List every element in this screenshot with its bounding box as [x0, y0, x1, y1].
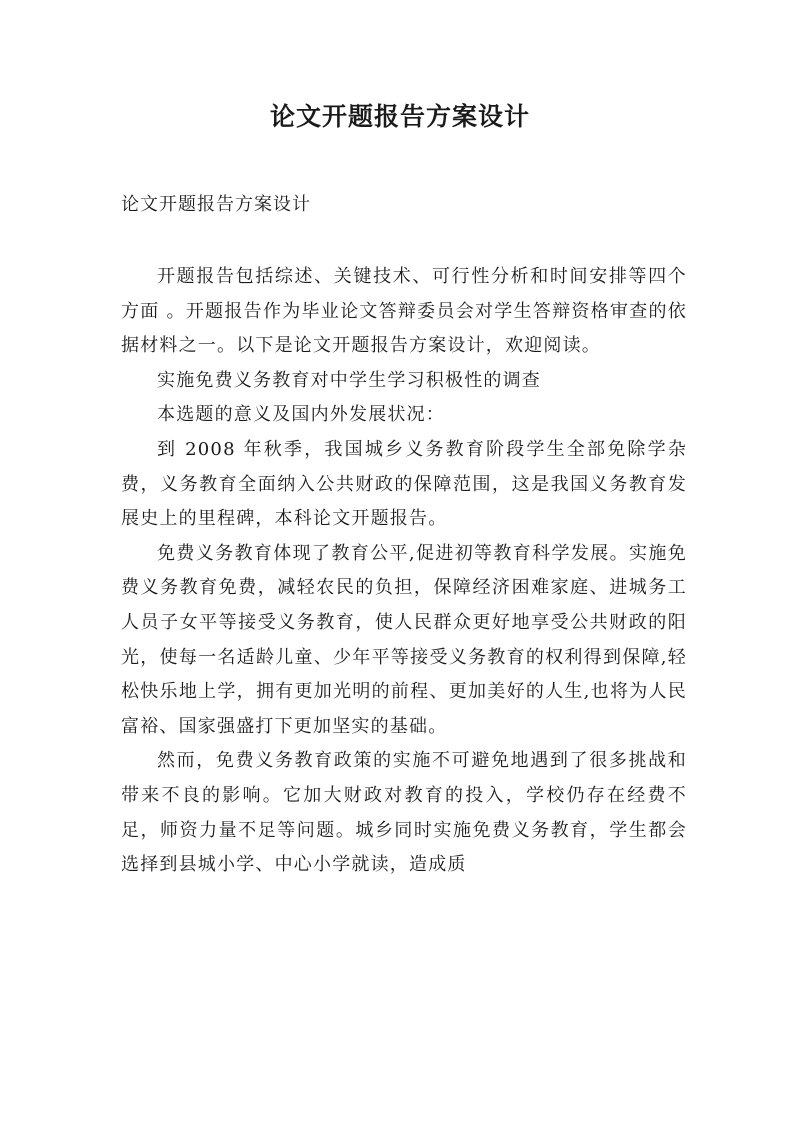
document-title: 论文开题报告方案设计 [269, 102, 530, 131]
paragraph-fairness: 免费义务教育体现了教育公平,促进初等教育科学发展。实施免费义务教育免费，减轻农民的负担，保障经济困难家庭、进城务工人员子女平等接受义务教育，使人民群众更好地享受公共财政的阳光，使每一名适龄儿童、少年平等接受义务教育的权利得到保障,轻松快乐地上学，拥有更加光明的前程、更加美好的人生,也将为人民富裕、国家强盛打下更加坚实的基础。 [121, 542, 687, 737]
document-body [121, 260, 687, 883]
paragraph-intro: 开题报告包括综述、关键技术、可行性分析和时间安排等四个方面 。开题报告作为毕业论文答辩委员会对学生答辩资格审查的依据材料之一。以下是论文开题报告方案设计，欢迎阅读。 [121, 266, 687, 357]
document-subtitle: 论文开题报告方案设计 [121, 194, 311, 215]
paragraph-challenges: 然而，免费义务教育政策的实施不可避免地遇到了很多挑战和带来不良的影响。它加大财政对教育的投入，学校仍存在经费不足，师资力量不足等问题。城乡同时实施免费义务教育，学生都会选择到县城小学、中心小学就读，造成质 [121, 750, 687, 876]
paragraph-background: 到 2008 年秋季，我国城乡义务教育阶段学生全部免除学杂费，义务教育全面纳入公共财政的保障范围，这是我国义务教育发展史上的里程碑，本科论文开题报告。 [121, 438, 687, 530]
paragraph-significance-heading: 本选题的意义及国内外发展状况： [157, 404, 445, 426]
paragraph-topic: 实施免费义务教育对中学生学习积极性的调查 [157, 369, 541, 391]
